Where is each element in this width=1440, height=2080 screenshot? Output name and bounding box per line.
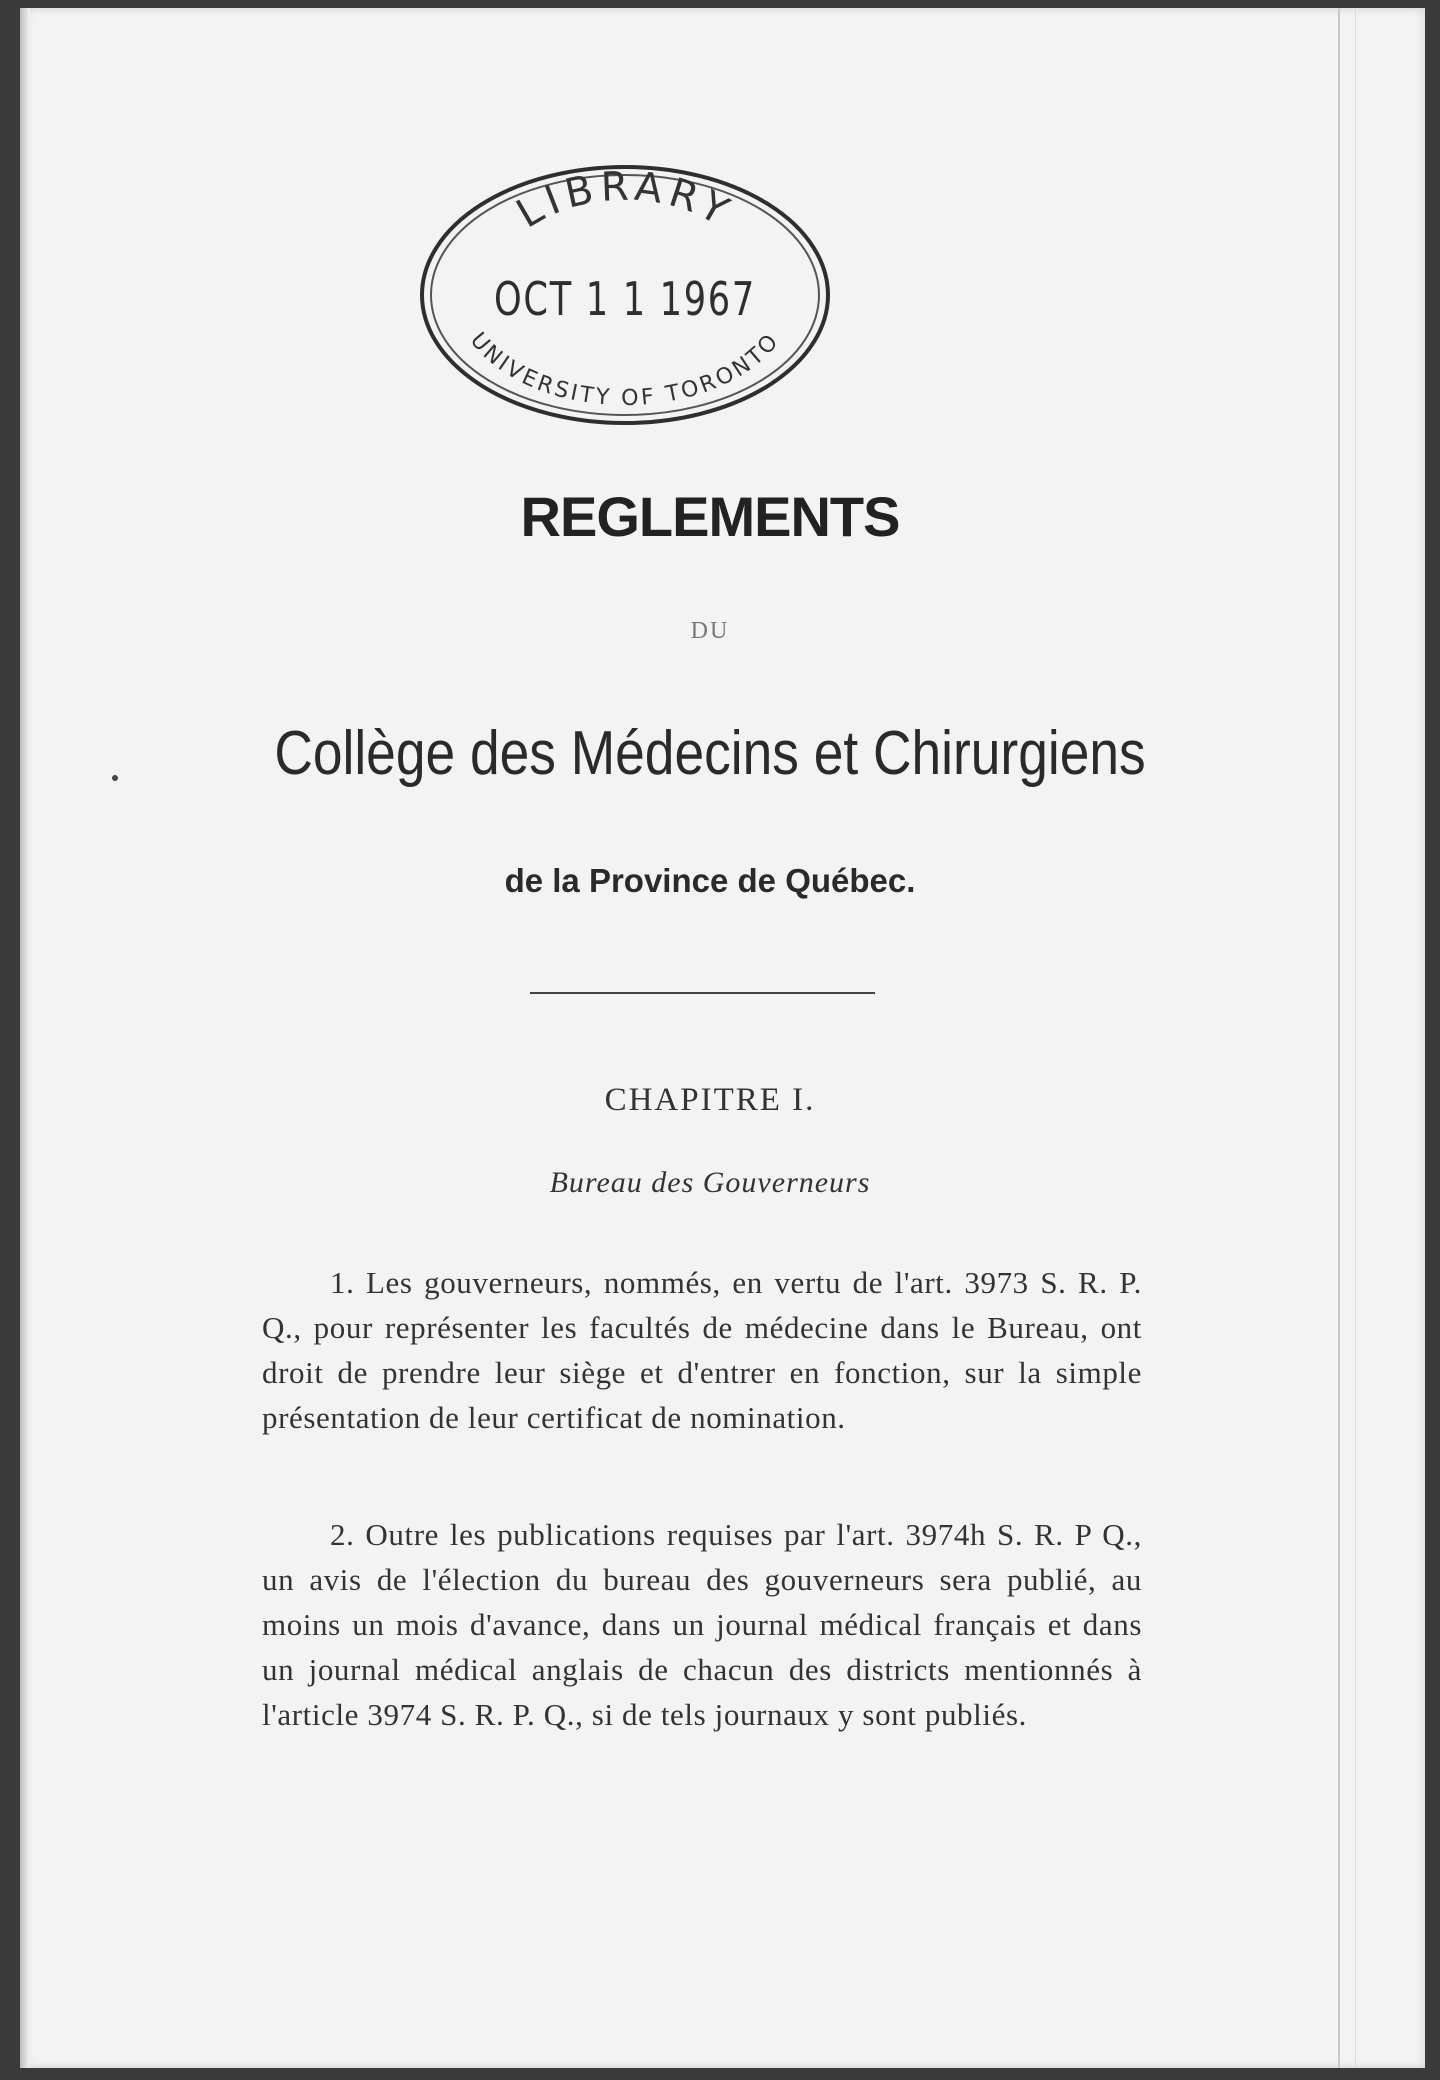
article-paragraph-1 — [262, 1260, 1142, 1440]
article-text: Outre les publications requises par l'art. 3974h S. R. P Q., un avis de l'élection du bureau des gouverneurs sera publié, au moins un mois d'avance, dans un journal médical français et dans un journal médical anglais de chacun des districts mentionnés à l'article 3974 S. R. P. Q., si de tels journaux y sont publiés. — [262, 1517, 1142, 1732]
college-name: Collège des Médecins et Chirurgiens — [274, 719, 1146, 788]
title-connector: DU — [690, 618, 730, 644]
document-title: REGLEMENTS — [520, 485, 900, 548]
page-left-edge — [20, 8, 30, 2068]
article-text: Les gouverneurs, nommés, en vertu de l'art. 3973 S. R. P. Q., pour représenter les facultés de médecine dans le Bureau, ont droit de prendre leur siège et d'entrer en fonction, sur la simple présentation de leur certificat de nomination. — [262, 1265, 1142, 1435]
article-number: 1. — [330, 1265, 355, 1300]
page-fold-line — [1338, 8, 1340, 2068]
article-paragraph-2 — [262, 1512, 1142, 1737]
chapter-heading: CHAPITRE I. — [604, 1082, 816, 1118]
article-number: 2. — [330, 1517, 355, 1552]
stamp-top-text: LIBRARY — [508, 163, 741, 238]
chapter-subtitle: Bureau des Gouverneurs — [549, 1166, 871, 1199]
section-divider — [530, 992, 875, 994]
library-stamp — [415, 160, 835, 430]
stamp-bottom-text: UNIVERSITY OF TORONTO — [464, 327, 786, 412]
page-fold-line-secondary — [1355, 8, 1356, 2068]
province-line: de la Province de Québec. — [504, 862, 916, 899]
stamp-date: OCT 1 1 1967 — [494, 272, 756, 326]
